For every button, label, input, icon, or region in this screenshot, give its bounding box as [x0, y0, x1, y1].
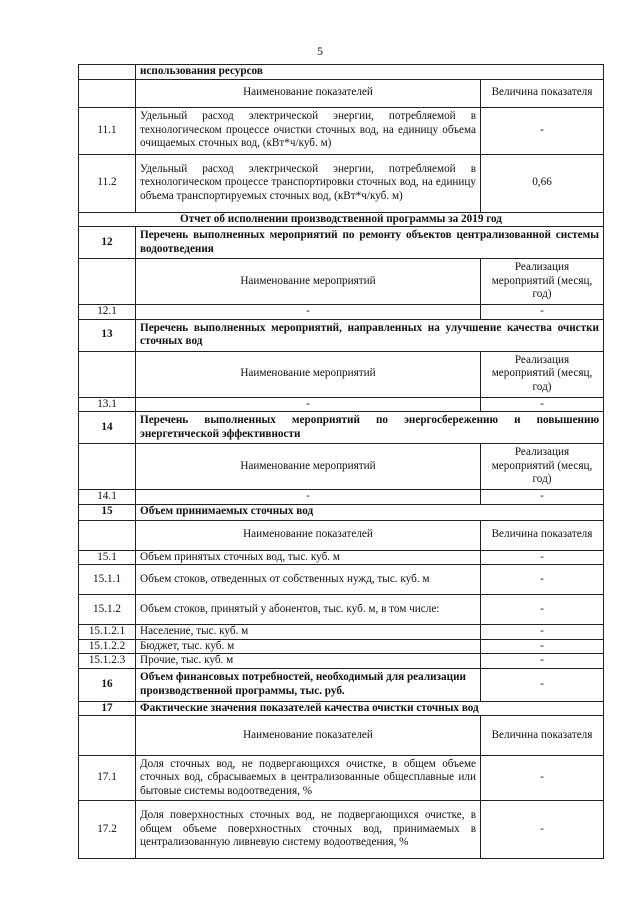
section-number: 13: [79, 319, 136, 351]
section-title: Фактические значения показателей качества очистки сточных вод: [136, 701, 604, 716]
table-row: [79, 305, 604, 320]
page-number: 5: [317, 44, 323, 58]
report-table: [78, 64, 604, 859]
row-value: -: [481, 595, 604, 625]
row-value: -: [481, 625, 604, 640]
intro-tail: использования ресурсов: [136, 65, 604, 80]
table-row: [79, 654, 604, 669]
row-text: Объем принятых сточных вод, тыс. куб. м: [136, 550, 481, 565]
header-measure: Наименование мероприятий: [136, 259, 481, 305]
row-number: 15.1.2.1: [79, 625, 136, 640]
section-title: Объем принимаемых сточных вод: [136, 504, 604, 520]
section-title: Объем финансовых потребностей, необходимый для реализации производственной программы, тыс. руб.: [136, 668, 481, 701]
table-row: [79, 490, 604, 505]
section-header: [79, 227, 604, 259]
row-text: -: [136, 305, 481, 320]
row-number: 17.1: [79, 756, 136, 801]
row-value: -: [481, 654, 604, 669]
row-text: Бюджет, тыс. куб. м: [136, 639, 481, 654]
row-number: 15.1: [79, 550, 136, 565]
header-value: Величина показателя: [481, 716, 604, 756]
section-header: [79, 319, 604, 351]
section-title: Перечень выполненных мероприятий, направленных на улучшение качества очистки сточных вод: [136, 319, 604, 351]
report-title: Отчет об исполнении производственной программы за 2019 год: [79, 212, 604, 227]
header-value: Величина показателя: [481, 79, 604, 107]
header-indicator: Наименование показателей: [136, 716, 481, 756]
row-number: 13.1: [79, 397, 136, 412]
row-value: -: [481, 756, 604, 801]
row-value: 0,66: [481, 154, 604, 212]
row-text: Прочие, тыс. куб. м: [136, 654, 481, 669]
section-number: 12: [79, 227, 136, 259]
row-text: Объем стоков, принятый у абонентов, тыс. куб. м, в том числе:: [136, 595, 481, 625]
row-text: Удельный расход электрической энергии, потребляемой в технологическом процессе транспортировки сточных вод, на единицу объема транспортируемых сточных вод, (кВт*ч/куб. м): [136, 154, 481, 212]
row-number: 12.1: [79, 305, 136, 320]
table-row: [79, 154, 604, 212]
row-number: 17.2: [79, 801, 136, 859]
row-text: Население, тыс. куб. м: [136, 625, 481, 640]
section-number: 14: [79, 412, 136, 444]
row-text: Удельный расход электрической энергии, потребляемой в технологическом процессе очистки сточных вод, на единицу объема очищаемых сточных вод, (кВт*ч/куб. м): [136, 107, 481, 154]
row-number: 14.1: [79, 490, 136, 505]
row-value: -: [481, 639, 604, 654]
row-value: -: [481, 801, 604, 859]
section-header: [79, 504, 604, 520]
row-value: -: [481, 490, 604, 505]
table-row: [79, 107, 604, 154]
row-text: Объем стоков, отведенных от собственных нужд, тыс. куб. м: [136, 565, 481, 595]
section-title: Перечень выполненных мероприятий по энергосбережению и повышению энергетической эффективности: [136, 412, 604, 444]
row-value: -: [481, 107, 604, 154]
row-number: 15.1.2.2: [79, 639, 136, 654]
row-number: 11.1: [79, 107, 136, 154]
section-header: [79, 412, 604, 444]
section-header: [79, 668, 604, 701]
row-text: -: [136, 490, 481, 505]
table-row: [79, 595, 604, 625]
header-realization: Реализация мероприятий (месяц, год): [481, 444, 604, 490]
table-row: [79, 550, 604, 565]
section-number: 17: [79, 701, 136, 716]
section-number: 16: [79, 668, 136, 701]
table-row: [79, 565, 604, 595]
row-text: Доля сточных вод, не подвергающихся очистке, в общем объеме сточных вод, сбрасываемых в централизованные общесплавные или бытовые системы водоотведения, %: [136, 756, 481, 801]
row-value: -: [481, 565, 604, 595]
header-realization: Реализация мероприятий (месяц, год): [481, 259, 604, 305]
header-value: Величина показателя: [481, 520, 604, 550]
header-measure: Наименование мероприятий: [136, 444, 481, 490]
row-number: 15.1.2: [79, 595, 136, 625]
header-indicator: Наименование показателей: [136, 79, 481, 107]
row-text: -: [136, 397, 481, 412]
header-realization: Реализация мероприятий (месяц, год): [481, 351, 604, 397]
row-value: -: [481, 305, 604, 320]
row-value: -: [481, 550, 604, 565]
table-row: [79, 397, 604, 412]
row-number: 15.1.1: [79, 565, 136, 595]
row-number: 11.2: [79, 154, 136, 212]
row-value: -: [481, 397, 604, 412]
row-text: Доля поверхностных сточных вод, не подвергающихся очистке, в общем объеме поверхностных сточных вод, принимаемых в централизованную ливневую систему водоотведения, %: [136, 801, 481, 859]
table-row: [79, 756, 604, 801]
table-row: [79, 625, 604, 640]
section-title: Перечень выполненных мероприятий по ремонту объектов централизованной системы водоотведения: [136, 227, 604, 259]
header-indicator: Наименование показателей: [136, 520, 481, 550]
table-row: [79, 801, 604, 859]
section-number: 15: [79, 504, 136, 520]
header-measure: Наименование мероприятий: [136, 351, 481, 397]
section-header: [79, 701, 604, 716]
table-row: [79, 639, 604, 654]
row-number: 15.1.2.3: [79, 654, 136, 669]
row-value: -: [481, 668, 604, 701]
